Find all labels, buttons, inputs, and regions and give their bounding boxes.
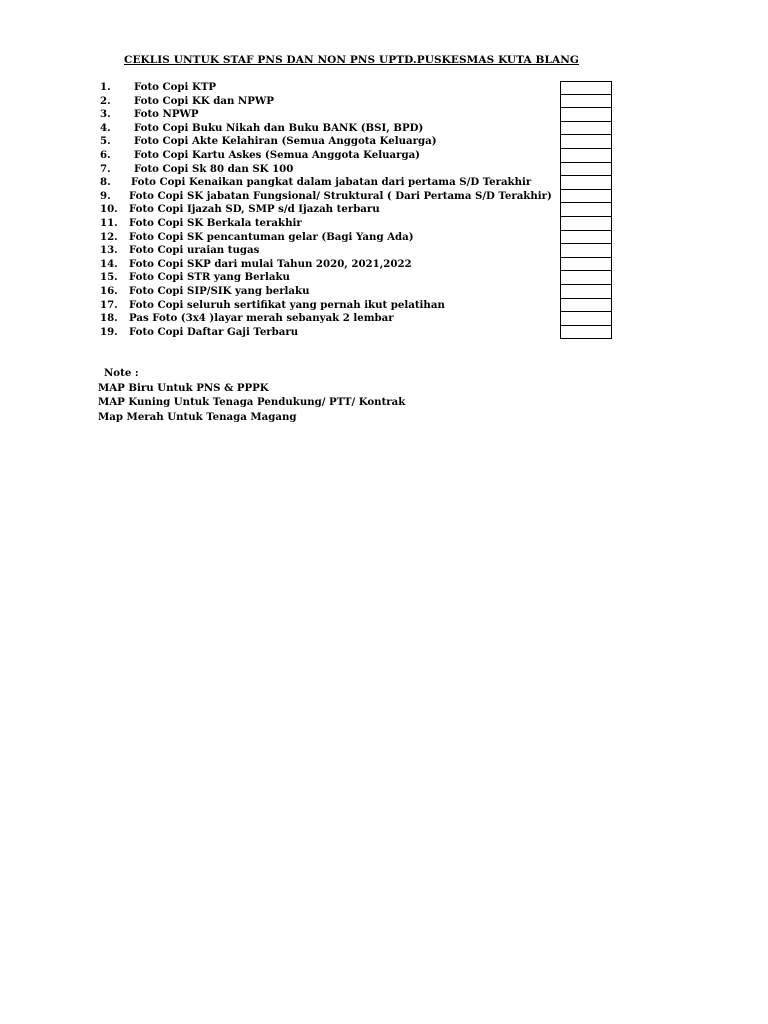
- item-text: Foto Copi Kartu Askes (Semua Anggota Keluarga): [134, 148, 421, 161]
- item-number: 4.: [100, 121, 111, 134]
- item-text: Foto Copi STR yang Berlaku: [129, 271, 290, 284]
- item-text: Foto Copi Buku Nikah dan Buku BANK (BSI, BPD): [134, 121, 424, 134]
- checklist-item: [100, 285, 560, 299]
- item-number: 15.: [100, 271, 118, 284]
- checklist-item: [100, 176, 560, 190]
- checkbox-cell[interactable]: [560, 312, 612, 326]
- item-number: 9.: [100, 189, 111, 202]
- checklist-item: [100, 190, 560, 204]
- checklist-item: [100, 231, 560, 245]
- checkbox-cell[interactable]: [560, 163, 612, 177]
- checkbox-cell[interactable]: [560, 326, 612, 340]
- item-number: 16.: [100, 284, 118, 297]
- item-number: 10.: [100, 203, 118, 216]
- item-number: 5.: [100, 135, 111, 148]
- item-number: 12.: [100, 230, 118, 243]
- item-text: Foto NPWP: [134, 108, 199, 121]
- checklist: [100, 81, 560, 339]
- checklist-item: [100, 326, 560, 340]
- item-number: 1.: [100, 81, 111, 93]
- item-number: 8.: [100, 176, 111, 189]
- item-text: Foto Copi SKP dari mulai Tahun 2020, 2021,2022: [129, 257, 412, 270]
- document-title: CEKLIS UNTUK STAF PNS DAN NON PNS UPTD.PUSKESMAS KUTA BLANG: [124, 54, 579, 66]
- item-number: 14.: [100, 257, 118, 270]
- checklist-item: [100, 312, 560, 326]
- checkbox-cell[interactable]: [560, 190, 612, 204]
- item-number: 3.: [100, 108, 111, 121]
- note-line: Map Merah Untuk Tenaga Magang: [98, 410, 297, 423]
- item-number: 17.: [100, 298, 118, 311]
- checklist-item: [100, 163, 560, 177]
- checkbox-column: [560, 81, 612, 339]
- checkbox-cell[interactable]: [560, 135, 612, 149]
- checkbox-cell[interactable]: [560, 81, 612, 95]
- item-number: 13.: [100, 244, 118, 257]
- item-text: Foto Copi SK jabatan Fungsional/ Struktural ( Dari Pertama S/D Terakhir): [129, 189, 552, 202]
- item-text: Foto Copi SIP/SIK yang berlaku: [129, 284, 310, 297]
- checklist-item: [100, 135, 560, 149]
- item-number: 2.: [100, 94, 111, 107]
- checkbox-cell[interactable]: [560, 217, 612, 231]
- item-number: 18.: [100, 312, 118, 325]
- checklist-item: [100, 81, 560, 95]
- item-number: 11.: [100, 216, 118, 229]
- item-text: Foto Copi Daftar Gaji Terbaru: [129, 325, 299, 338]
- checklist-item: [100, 95, 560, 109]
- checkbox-cell[interactable]: [560, 299, 612, 313]
- note-heading: Note :: [104, 367, 139, 379]
- checklist-item: [100, 258, 560, 272]
- note-section: [98, 366, 405, 424]
- checklist-item: [100, 217, 560, 231]
- item-number: 6.: [100, 148, 111, 161]
- checklist-item: [100, 149, 560, 163]
- item-number: 7.: [100, 162, 111, 175]
- item-text: Foto Copi KK dan NPWP: [134, 94, 274, 107]
- checkbox-cell[interactable]: [560, 285, 612, 299]
- checkbox-cell[interactable]: [560, 258, 612, 272]
- note-line: MAP Biru Untuk PNS & PPPK: [98, 381, 269, 394]
- item-text: Foto Copi Akte Kelahiran (Semua Anggota Keluarga): [134, 135, 437, 148]
- checklist-item: [100, 299, 560, 313]
- item-text: Foto Copi Sk 80 dan SK 100: [134, 162, 294, 175]
- item-text: Foto Copi SK pencantuman gelar (Bagi Yang Ada): [129, 230, 414, 243]
- item-text: Pas Foto (3x4 )layar merah sebanyak 2 lembar: [129, 312, 394, 325]
- checklist-item: [100, 108, 560, 122]
- checkbox-cell[interactable]: [560, 149, 612, 163]
- item-text: Foto Copi SK Berkala terakhir: [129, 216, 302, 229]
- item-text: Foto Copi KTP: [134, 81, 217, 93]
- checklist-item: [100, 244, 560, 258]
- checklist-item: [100, 271, 560, 285]
- checklist-item: [100, 122, 560, 136]
- item-number: 19.: [100, 325, 118, 338]
- checkbox-cell[interactable]: [560, 95, 612, 109]
- checkbox-cell[interactable]: [560, 108, 612, 122]
- checkbox-cell[interactable]: [560, 203, 612, 217]
- item-text: Foto Copi Kenaikan pangkat dalam jabatan dari pertama S/D Terakhir: [131, 176, 532, 189]
- note-line: MAP Kuning Untuk Tenaga Pendukung/ PTT/ Kontrak: [98, 396, 406, 408]
- item-text: Foto Copi uraian tugas: [129, 244, 260, 257]
- checklist-item: [100, 203, 560, 217]
- item-text: Foto Copi Ijazah SD, SMP s/d Ijazah terbaru: [129, 203, 380, 216]
- checkbox-cell[interactable]: [560, 176, 612, 190]
- item-text: Foto Copi seluruh sertifikat yang pernah ikut pelatihan: [129, 298, 445, 311]
- checkbox-cell[interactable]: [560, 231, 612, 245]
- checkbox-cell[interactable]: [560, 244, 612, 258]
- checkbox-cell[interactable]: [560, 122, 612, 136]
- checkbox-cell[interactable]: [560, 271, 612, 285]
